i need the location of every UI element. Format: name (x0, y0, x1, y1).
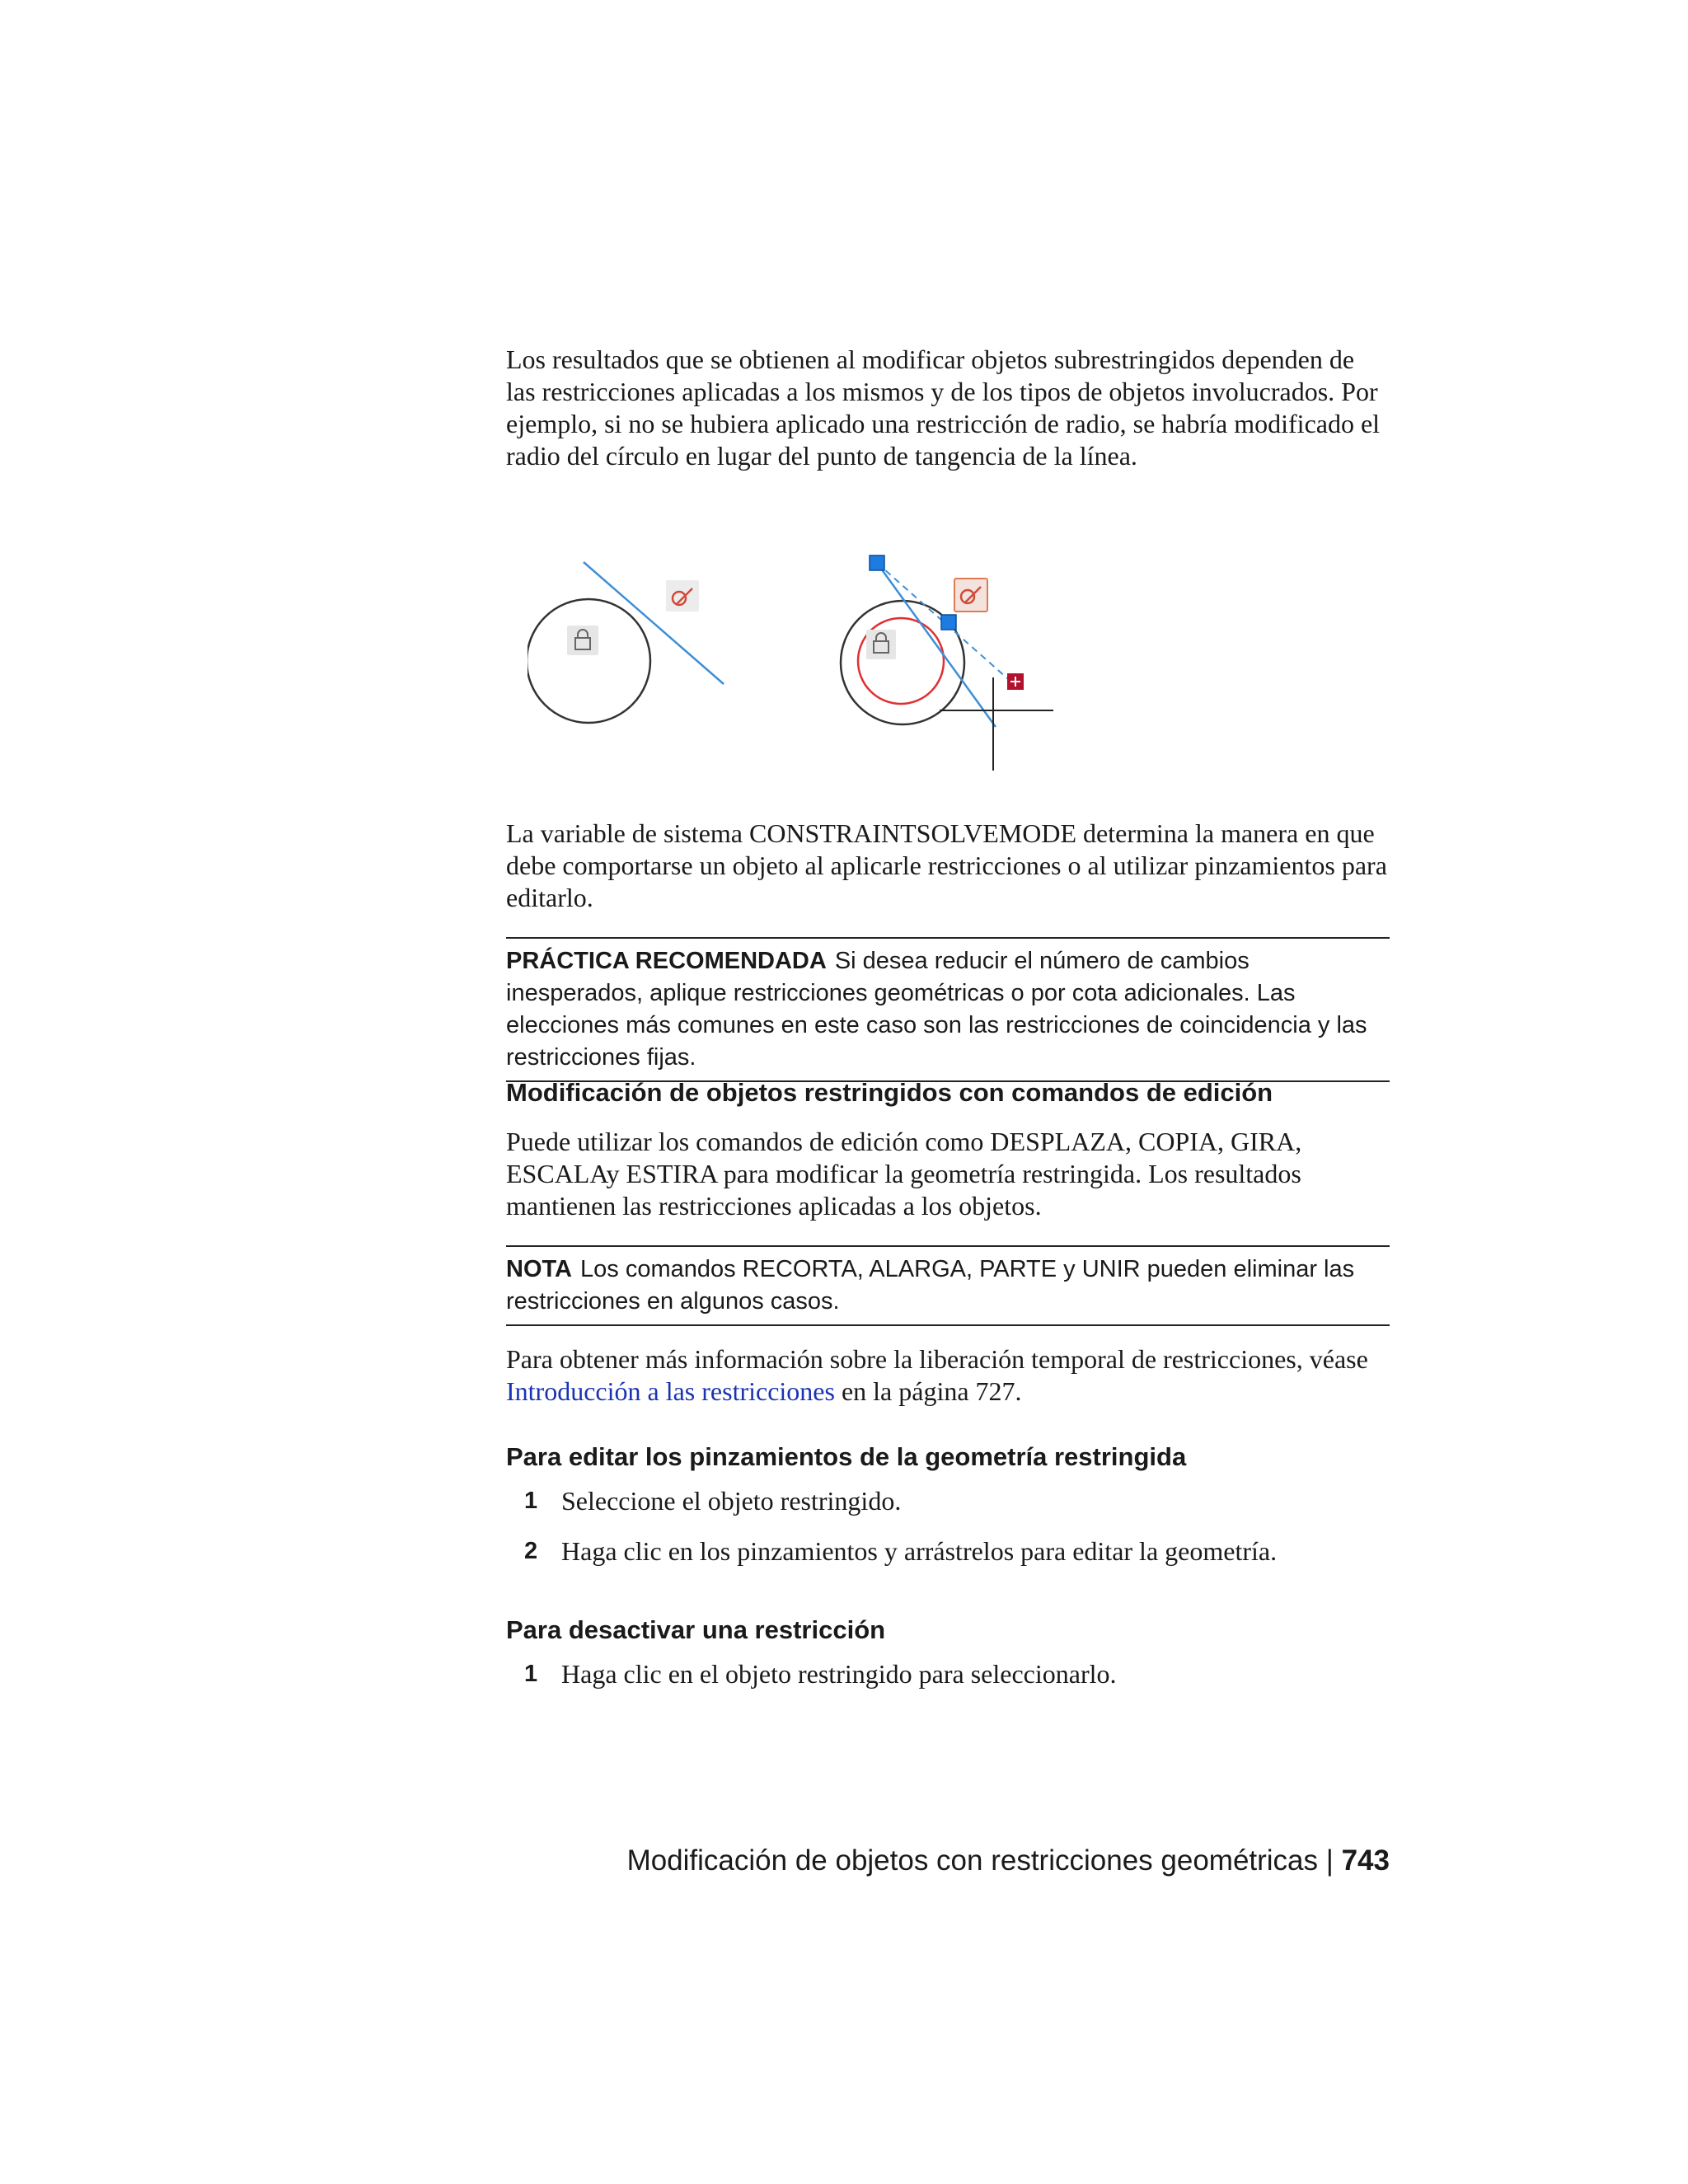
restrictions-intro-link[interactable]: Introducción a las restricciones (506, 1376, 835, 1406)
section-heading: Modificación de objetos restringidos con comandos de edición (506, 1078, 1273, 1107)
system-var-paragraph: La variable de sistema CONSTRAINTSOLVEMODE determina la manera en que debe comportarse un objeto al aplicarle restricciones o al utilizar pinzamientos para editarlo. (506, 818, 1387, 912)
system-var-block (506, 818, 1390, 914)
figure-before (528, 562, 724, 723)
tip-box (506, 937, 1390, 1082)
procedure1-heading: Para editar los pinzamientos de la geometría restringida (506, 1442, 1187, 1471)
section-body: Puede utilizar los comandos de edición como DESPLAZA, COPIA, GIRA, ESCALAy ESTIRA para modificar la geometría restringida. Los resultados mantienen las restricciones aplicadas a los objetos. (506, 1127, 1302, 1221)
more-info-paragraph (506, 1343, 1390, 1408)
step-text: Seleccione el objeto restringido. (561, 1486, 902, 1516)
footer-title: Modificación de objetos con restricciones geométricas (626, 1844, 1319, 1877)
tangent-icon-selected (954, 579, 987, 612)
footer-separator: | (1325, 1844, 1334, 1877)
grip-tangent (941, 615, 956, 630)
more-info-after: en la página 727. (841, 1376, 1022, 1406)
procedure1-heading-block (506, 1442, 1390, 1472)
circle-before (528, 599, 650, 723)
more-info-before: Para obtener más información sobre la liberación temporal de restricciones, véase (506, 1344, 1368, 1374)
step-number: 2 (524, 1538, 538, 1564)
note-text: Los comandos RECORTA, ALARGA, PARTE y UNIR pueden eliminar las restricciones en algunos casos. (506, 1256, 1355, 1315)
grip-endpoint (870, 555, 884, 570)
step-text: Haga clic en el objeto restringido para seleccionarlo. (561, 1659, 1117, 1689)
step-number: 1 (524, 1488, 538, 1514)
lock-icon-after (866, 630, 896, 659)
section-body-block (506, 1126, 1390, 1222)
tip-text: Si desea reducir el número de cambios inesperados, aplique restricciones geométricas o por cota adicionales. Las elecciones más comunes en este caso son las restricciones de coincidencia y las restricciones fijas. (506, 948, 1367, 1071)
constraint-figure-svg (528, 544, 1071, 783)
step-text: Haga clic en los pinzamientos y arrástrelos para editar la geometría. (561, 1536, 1278, 1566)
intro-paragraph: Los resultados que se obtienen al modificar objetos subrestringidos dependen de las restricciones aplicadas a los mismos y de los tipos de objetos involucrados. Por ejemplo, si no se hubiera aplicado una restricción de radio, se habría modificado el radio del círculo en lugar del punto de tangencia de la línea. (506, 344, 1381, 471)
tangent-icon (666, 580, 699, 612)
procedure2-heading: Para desactivar una restricción (506, 1615, 886, 1644)
constraint-figure (528, 544, 1071, 783)
page-number: 743 (1341, 1844, 1390, 1877)
tangent-line-before (584, 562, 724, 684)
intro-block (506, 344, 1390, 472)
note-box (506, 1245, 1390, 1326)
more-info-block (506, 1343, 1390, 1408)
page-footer (627, 1844, 1390, 1877)
note-label: NOTA (506, 1256, 573, 1282)
figure-after (841, 555, 1053, 771)
section-heading-block (506, 1078, 1390, 1108)
procedure2-heading-block (506, 1615, 1390, 1645)
step-number: 1 (524, 1661, 538, 1687)
tip-label: PRÁCTICA RECOMENDADA (506, 948, 827, 974)
